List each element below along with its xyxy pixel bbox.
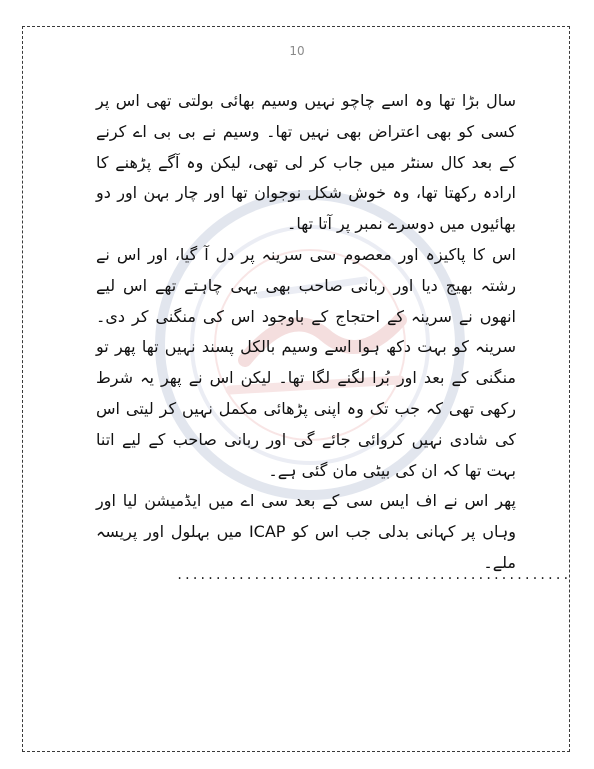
story-text — [96, 86, 570, 582]
section-divider: ................................................... — [176, 568, 570, 582]
page-number: 10 — [289, 44, 305, 58]
paragraph-1: سال بڑا تھا وہ اسے چاچو نہیں وسیم بھائی بولتی تھی اس پر کسی کو بھی اعتراض بھی نہیں تھا۔ وسیم نے بی بی اے کرنے کے بعد کال سنٹر میں جاب کر لی تھی، لیکن وہ آگے پڑھنے کا ارادہ رکھتا تھا، وہ خوش شکل نوجوان تھا اور چار بہن اور دو بھائیوں میں دوسرے نمبر پر آتا تھا۔ — [96, 91, 516, 234]
paragraph-3: پھر اس نے اف ایس سی کے بعد سی اے میں ایڈمیشن لیا اور وہاں پر کہانی بدلی جب اس کو ICAP میں بہلول اور پریسہ ملے۔ — [96, 491, 516, 572]
paragraph-2: اس کا پاکیزہ اور معصوم سی سرینہ پر دل آ گیا، اور اس نے رشتہ بھیج دیا اور ربانی صاحب بھی یہی چاہتے تھے اس لیے انھوں نے سرینہ کے احتجاج کے باوجود اس کی منگنی کر دی۔ سرینہ کو بہت دکھ ہوا اسے وسیم بالکل پسند نہیں تھا پھر تو منگنی کے بعد اور بُرا لگنے لگا تھا۔ لیکن اس نے پھر یہ شرط رکھی تھی کہ جب تک وہ اپنی پڑھائی مکمل نہیں کر لیتی اس کی شادی نہیں کروائی جائے گی اور ربانی صاحب کے لیے اتنا بہت تھا کہ ان کی بیٹی مان گئی ہے۔ — [96, 244, 516, 480]
